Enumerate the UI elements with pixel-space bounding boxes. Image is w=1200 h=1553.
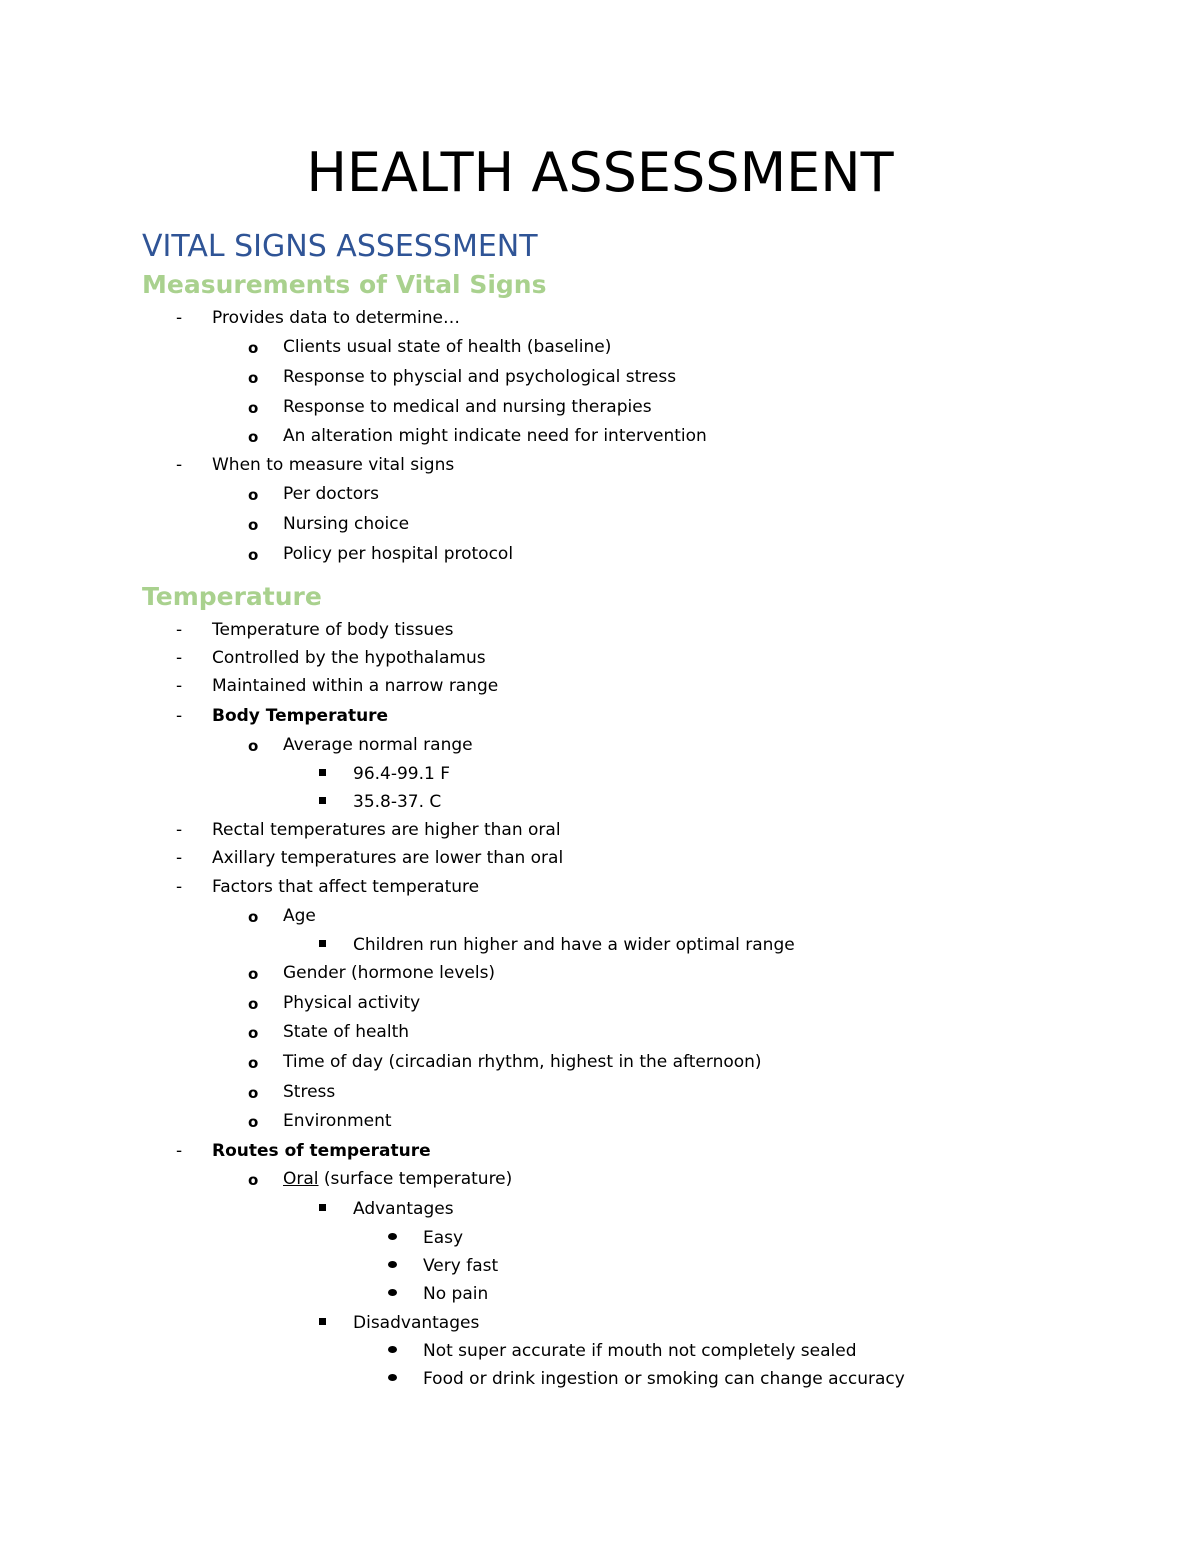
- list-item-provides-data: Provides data to determine…: [212, 308, 461, 328]
- factor-time-of-day: Time of day (circadian rhythm, highest in the afternoon): [283, 1052, 762, 1072]
- square-bullet: [319, 1318, 326, 1325]
- circle-bullet: o: [248, 965, 259, 983]
- route-oral-label: Oral: [283, 1169, 319, 1189]
- circle-bullet: o: [248, 1113, 259, 1131]
- subheading-measurements: Measurements of Vital Signs: [142, 270, 547, 299]
- round-bullet: [388, 1261, 397, 1268]
- document-title: HEALTH ASSESSMENT: [306, 141, 894, 204]
- advantage-very-fast: Very fast: [423, 1256, 499, 1276]
- factor-stress: Stress: [283, 1082, 336, 1102]
- circle-bullet: o: [248, 1054, 259, 1072]
- circle-bullet: o: [248, 546, 259, 564]
- temp-line-body-tissues: Temperature of body tissues: [212, 620, 454, 640]
- temp-line-axillary: Axillary temperatures are lower than oral: [212, 848, 564, 868]
- list-item-baseline: Clients usual state of health (baseline): [283, 337, 612, 357]
- circle-bullet: o: [248, 1024, 259, 1042]
- temp-line-hypothalamus: Controlled by the hypothalamus: [212, 648, 486, 668]
- square-bullet: [319, 797, 326, 804]
- disadvantage-ingestion: Food or drink ingestion or smoking can change accuracy: [423, 1369, 905, 1389]
- advantage-no-pain: No pain: [423, 1284, 489, 1304]
- dash-bullet: -: [176, 648, 183, 668]
- circle-bullet: o: [248, 908, 259, 926]
- circle-bullet: o: [248, 737, 259, 755]
- circle-bullet: o: [248, 428, 259, 446]
- list-item-nursing-choice: Nursing choice: [283, 514, 410, 534]
- list-item-therapies-response: Response to medical and nursing therapies: [283, 397, 652, 417]
- circle-bullet: o: [248, 1171, 259, 1189]
- factor-age: Age: [283, 906, 316, 926]
- circle-bullet: o: [248, 995, 259, 1013]
- oral-advantages: Advantages: [353, 1199, 454, 1219]
- square-bullet: [319, 940, 326, 947]
- dash-bullet: -: [176, 820, 183, 840]
- dash-bullet: -: [176, 308, 183, 328]
- list-item-when-to-measure: When to measure vital signs: [212, 455, 455, 475]
- subheading-temperature: Temperature: [142, 582, 322, 611]
- circle-bullet: o: [248, 399, 259, 417]
- disadvantage-seal: Not super accurate if mouth not completely sealed: [423, 1341, 857, 1361]
- temp-line-average-range: Average normal range: [283, 735, 473, 755]
- list-item-policy: Policy per hospital protocol: [283, 544, 514, 564]
- temp-line-body-temperature: Body Temperature: [212, 706, 389, 726]
- dash-bullet: -: [176, 455, 183, 475]
- factor-gender: Gender (hormone levels): [283, 963, 496, 983]
- list-item-stress-response: Response to physcial and psychological stress: [283, 367, 677, 387]
- temp-line-factors: Factors that affect temperature: [212, 877, 480, 897]
- route-oral-note: (surface temperature): [318, 1169, 513, 1189]
- round-bullet: [388, 1289, 397, 1296]
- list-item-alteration: An alteration might indicate need for intervention: [283, 426, 707, 446]
- round-bullet: [388, 1346, 397, 1353]
- dash-bullet: -: [176, 706, 183, 726]
- circle-bullet: o: [248, 1084, 259, 1102]
- oral-disadvantages: Disadvantages: [353, 1313, 480, 1333]
- dash-bullet: -: [176, 848, 183, 868]
- advantage-easy: Easy: [423, 1228, 464, 1248]
- temp-line-rectal: Rectal temperatures are higher than oral: [212, 820, 561, 840]
- circle-bullet: o: [248, 339, 259, 357]
- square-bullet: [319, 1204, 326, 1211]
- dash-bullet: -: [176, 1141, 183, 1161]
- round-bullet: [388, 1374, 397, 1381]
- temp-line-narrow-range: Maintained within a narrow range: [212, 676, 499, 696]
- temp-range-fahrenheit: 96.4-99.1 F: [353, 764, 451, 784]
- factor-age-children: Children run higher and have a wider optimal range: [353, 935, 795, 955]
- factor-physical-activity: Physical activity: [283, 993, 421, 1013]
- temp-line-routes: Routes of temperature: [212, 1141, 431, 1161]
- dash-bullet: -: [176, 877, 183, 897]
- temp-range-celsius: 35.8-37. C: [353, 792, 442, 812]
- circle-bullet: o: [248, 516, 259, 534]
- factor-state-of-health: State of health: [283, 1022, 410, 1042]
- round-bullet: [388, 1233, 397, 1240]
- dash-bullet: -: [176, 620, 183, 640]
- square-bullet: [319, 769, 326, 776]
- dash-bullet: -: [176, 676, 183, 696]
- section-heading-vital-signs: VITAL SIGNS ASSESSMENT: [142, 229, 538, 264]
- factor-environment: Environment: [283, 1111, 392, 1131]
- circle-bullet: o: [248, 369, 259, 387]
- route-oral: [283, 1167, 512, 1191]
- circle-bullet: o: [248, 486, 259, 504]
- list-item-per-doctors: Per doctors: [283, 484, 379, 504]
